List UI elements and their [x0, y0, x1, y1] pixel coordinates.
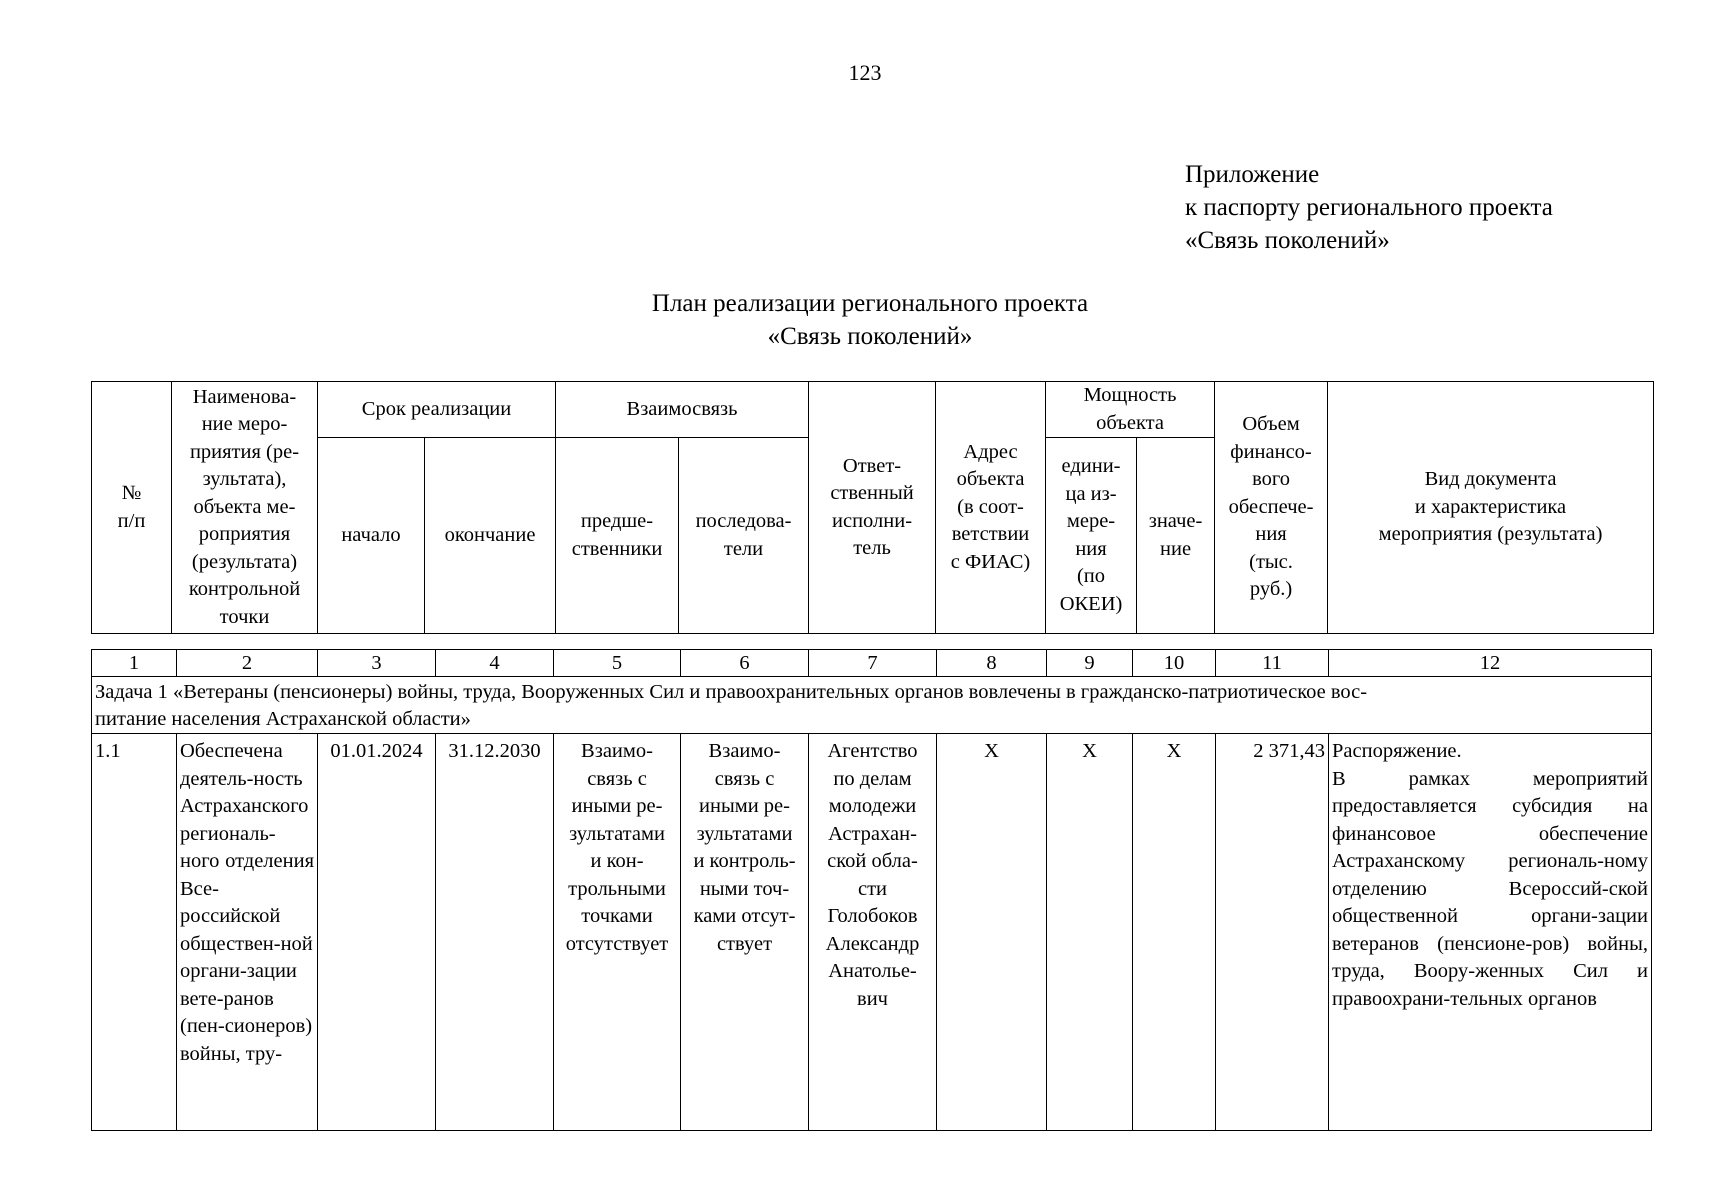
column-number: 12 [1329, 650, 1652, 677]
header-successors: последова- тели [679, 438, 809, 634]
column-number: 1 [92, 650, 177, 677]
row-predecessors: Взаимо- связь с иными ре- зультатами и кон- трольными точками отсутствует [554, 734, 681, 1131]
plan-title-line: «Связь поколений» [767, 323, 973, 350]
header-doc-type: Вид документа и характеристика мероприятия (результата) [1328, 382, 1654, 634]
row-document [1329, 734, 1652, 1131]
header-start: начало [318, 438, 425, 634]
plan-table-header [91, 381, 1654, 634]
header-capacity: Мощность объекта [1046, 382, 1215, 438]
page-number: 123 [848, 60, 882, 85]
task-row [92, 677, 1652, 734]
header-predecessors: предше- ственники [556, 438, 679, 634]
header-name: Наименова- ние меро- приятия (ре- зультата), объекта ме- роприятия (результата) контрольной точки [172, 382, 318, 634]
row-start-date: 01.01.2024 [318, 734, 436, 1131]
appendix-line: «Связь поколений» [1185, 227, 1390, 254]
plan-title-line: План реализации регионального проекта [651, 290, 1089, 317]
row-doc-title: Распоряжение. [1332, 740, 1462, 762]
task-heading: Задача 1 «Ветераны (пенсионеры) войны, труда, Вооруженных Сил и правоохранительных органов вовлечены в гражданско-патриотическое вос- питание населения Астраханской области» [92, 677, 1652, 734]
header-number: № п/п [92, 382, 172, 634]
plan-title [0, 287, 1709, 353]
appendix-note [1185, 158, 1553, 257]
header-relation: Взаимосвязь [556, 382, 809, 438]
row-successors: Взаимо- связь с иными ре- зультатами и контроль- ными точ- ками отсут- ствует [681, 734, 809, 1131]
table-row [92, 734, 1652, 1131]
column-number: 11 [1216, 650, 1329, 677]
column-number: 3 [318, 650, 436, 677]
plan-table-body [91, 649, 1652, 1131]
appendix-line: к паспорту регионального проекта [1185, 194, 1553, 221]
header-unit: едини- ца из- мере- ния (по ОКЕИ) [1046, 438, 1137, 634]
column-number-row [92, 650, 1652, 677]
header-end: окончание [425, 438, 556, 634]
row-responsible: Агентство по делам молодежи Астрахан- ской обла- сти Голобоков Александр Анатолье- вич [809, 734, 937, 1131]
row-end-date: 31.12.2030 [436, 734, 554, 1131]
header-address: Адрес объекта (в соот- ветствии с ФИАС) [936, 382, 1046, 634]
row-value: X [1133, 734, 1216, 1131]
row-name: Обеспечена деятель-ность Астраханского региональ-ного отделения Все-российской обществен-ной органи-зации вете-ранов (пен-сионеров) войны, тру- [177, 734, 318, 1131]
appendix-line: Приложение [1185, 161, 1320, 188]
header-responsible: Ответ- ственный исполни- тель [809, 382, 936, 634]
column-number: 5 [554, 650, 681, 677]
row-unit: X [1047, 734, 1133, 1131]
column-number: 10 [1133, 650, 1216, 677]
row-number: 1.1 [92, 734, 177, 1131]
row-doc-text: В рамках мероприятий предоставляется субсидия на финансовое обеспечение Астраханскому региональ-ному отделению Всероссий-ской общественной органи-зации ветеранов (пенсионе-ров) войны, труда, Воору-женных Сил и правоохрани-тельных органов [1332, 767, 1648, 1010]
column-number: 8 [937, 650, 1047, 677]
header-value: значе- ние [1137, 438, 1215, 634]
column-number: 6 [681, 650, 809, 677]
header-period: Срок реализации [318, 382, 556, 438]
header-funding: Объем финансо- вого обеспече- ния (тыс. руб.) [1215, 382, 1328, 634]
row-address: X [937, 734, 1047, 1131]
column-number: 2 [177, 650, 318, 677]
column-number: 7 [809, 650, 937, 677]
row-funding: 2 371,43 [1216, 734, 1329, 1131]
column-number: 9 [1047, 650, 1133, 677]
column-number: 4 [436, 650, 554, 677]
